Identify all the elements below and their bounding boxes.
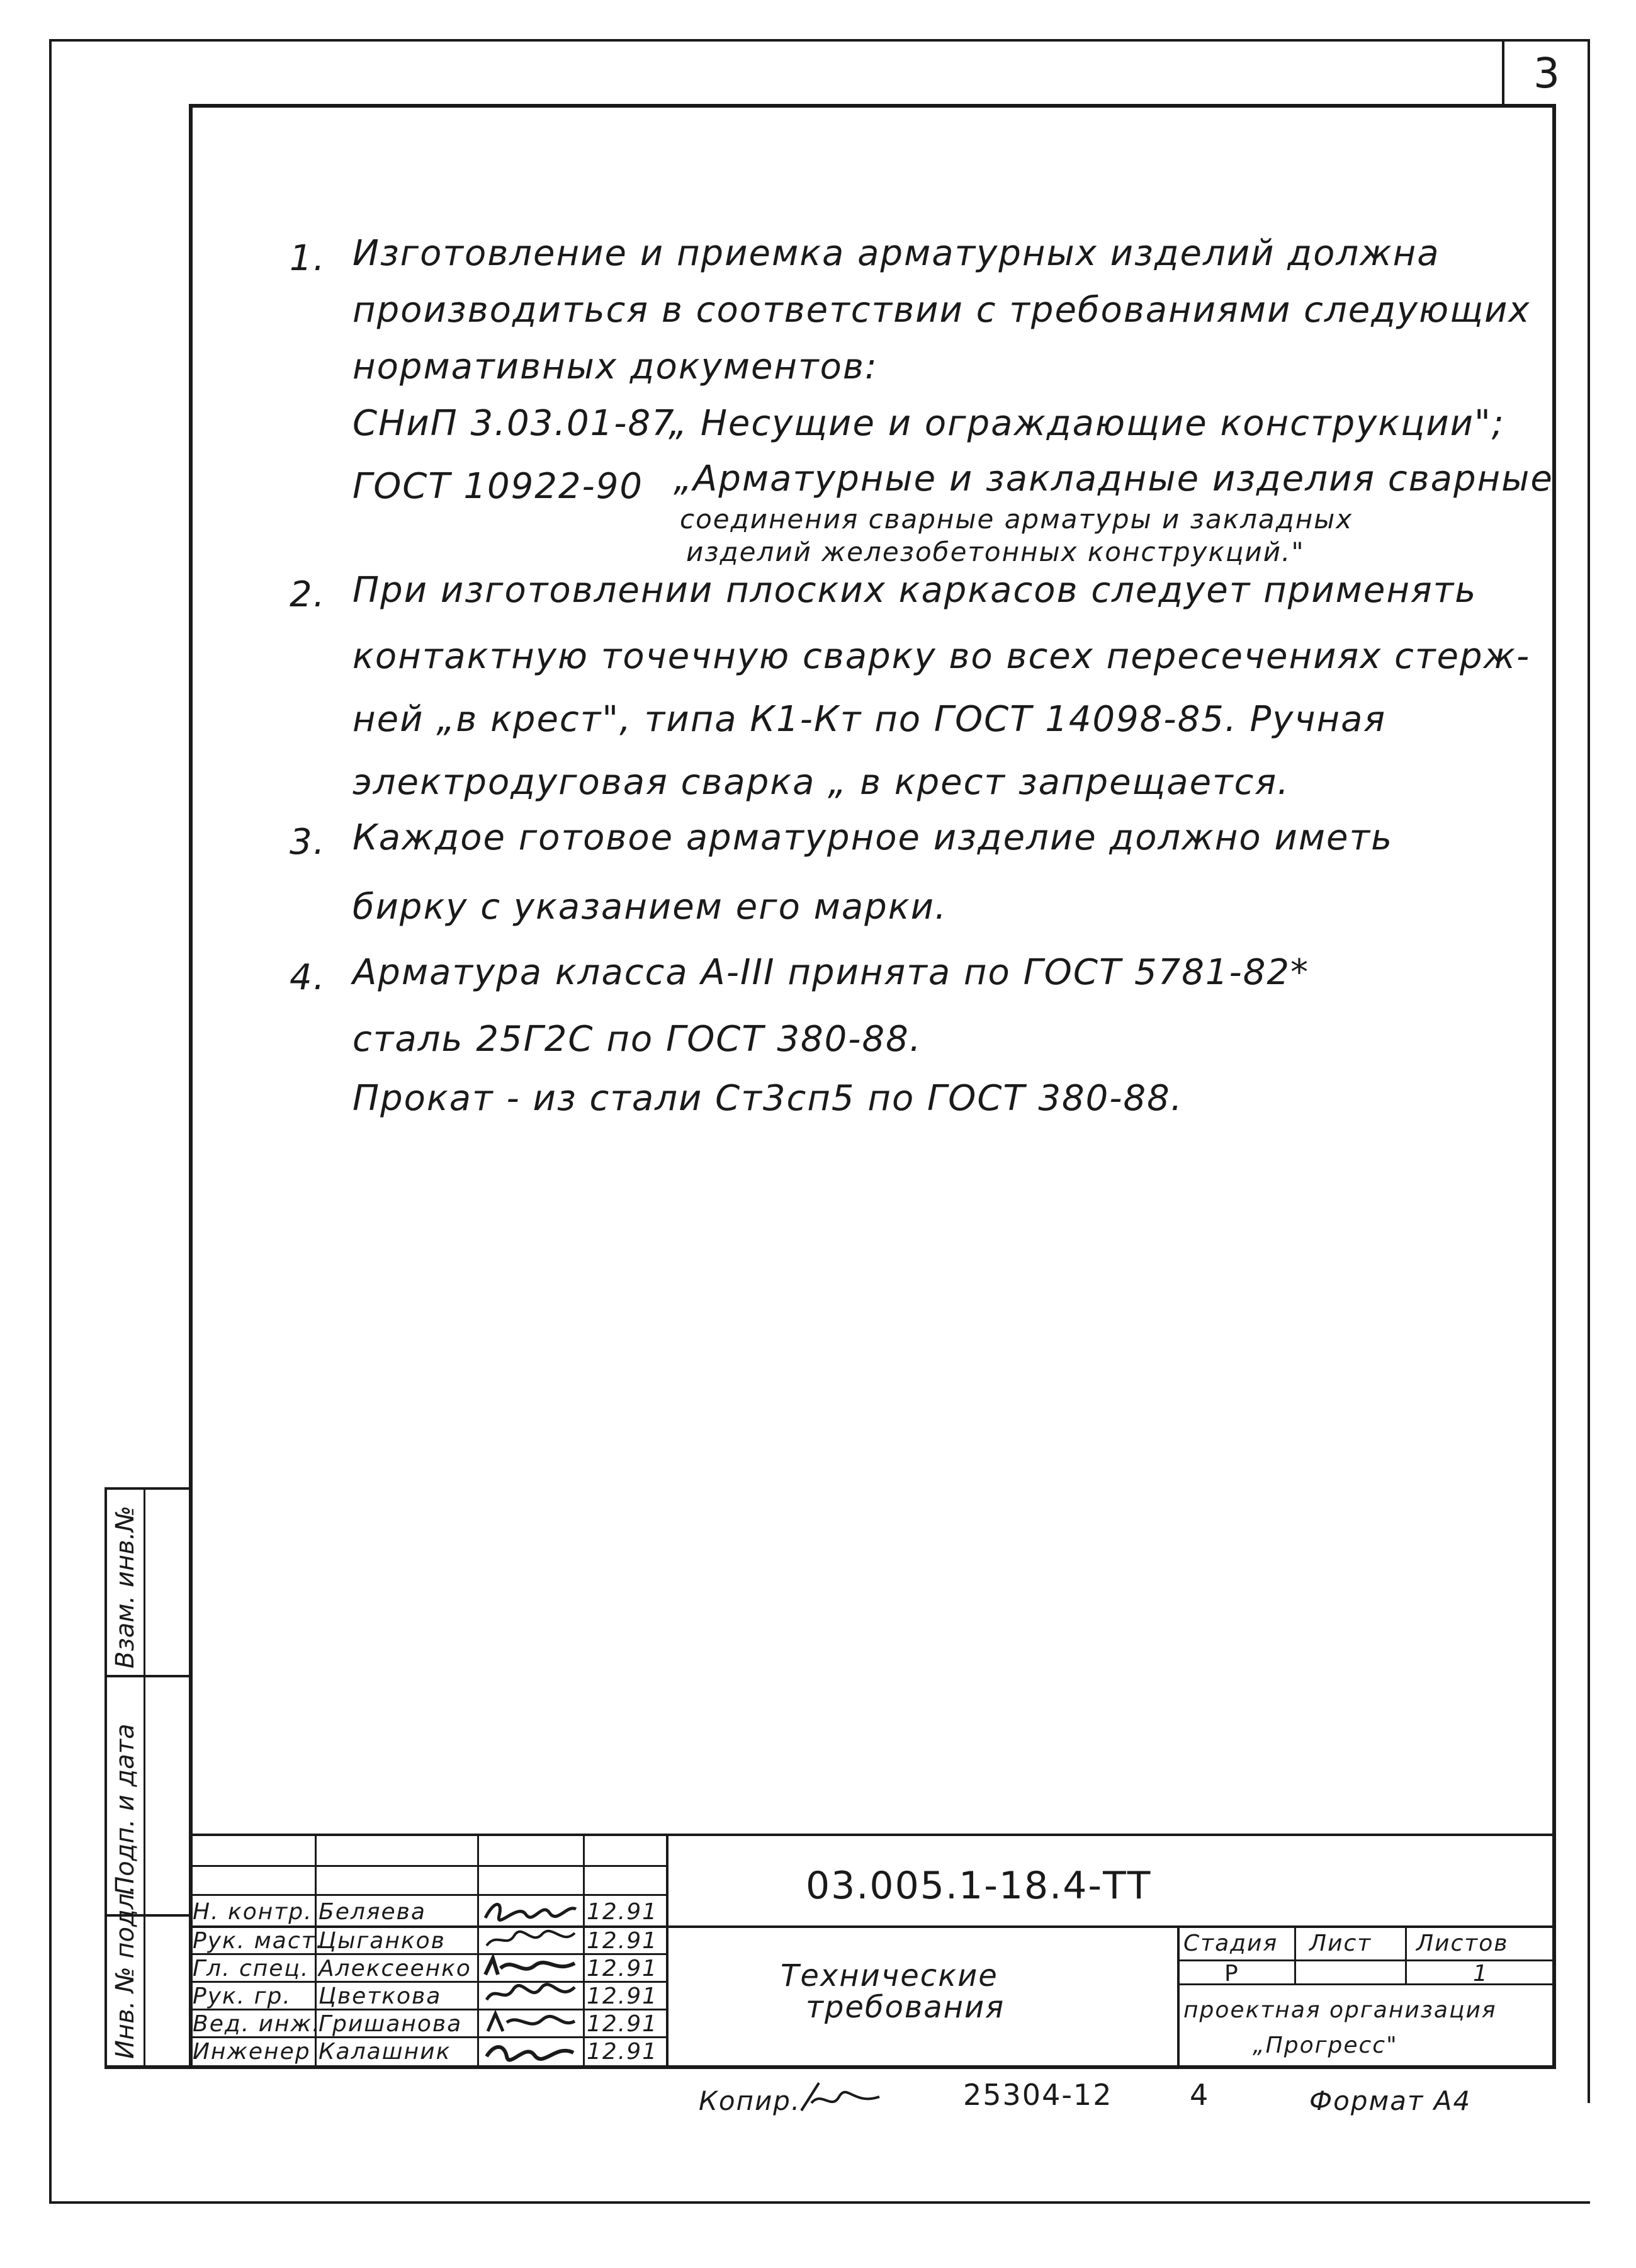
sheets-value: 1 [1473,1961,1489,1987]
side-stamp-div-1 [104,1487,190,1490]
staff-role-3: Рук. гр. [193,1983,291,2009]
item-3-number: 3. [290,822,326,863]
gost-10922-line-2: соединения сварные арматуры и закладных [680,504,1353,535]
tb-row-a [189,1865,667,1867]
item-2-line-2: контактную точечную сварку во всех пересечениях стерж- [353,636,1531,677]
item-4-line-3: Прокат - из стали Ст3сп5 по ГОСТ 380-88. [353,1078,1183,1119]
side-stamp-inv: Инв. № подл. [111,1885,140,2059]
snip-code: СНиП 3.03.01-87 [353,403,675,444]
snip-title: „ Несущие и ограждающие конструкции"; [669,403,1505,444]
gost-10922-line-3: изделий железобетонных конструкций." [686,536,1305,567]
staff-date-2: 12.91 [587,1956,658,1982]
inner-frame-top [189,104,1555,108]
staff-role-5: Инженер [193,2039,311,2065]
org-line-1: проектная организация [1183,1997,1497,2023]
side-stamp-podp: Подп. и дата [111,1723,140,1895]
side-stamp-left [104,1487,107,2068]
staff-name-5: Калашник [319,2039,451,2065]
tb-row-0 [189,1894,667,1896]
staff-date-5: 12.91 [587,2039,658,2065]
copy-signature [796,2078,884,2118]
signature-3 [482,1982,579,2007]
staff-date-1: 12.91 [587,1928,658,1954]
staff-name-1: Цыганков [319,1928,446,1954]
item-1-number: 1. [290,238,326,279]
staff-role-2: Гл. спец. [193,1956,310,1982]
tb-right-col-3 [1405,1925,1407,1983]
frame-bottom [49,2201,1590,2204]
signature-0 [482,1897,579,1924]
doc-code: 03.005.1-18.4-ТТ [806,1864,1152,1908]
item-2-number: 2. [290,574,326,615]
tb-col-2 [477,1834,479,2068]
footer-sheet: 4 [1190,2078,1210,2112]
doc-title-line-1: Технические [781,1958,998,1993]
item-4-line-1: Арматура класса А-III принята по ГОСТ 5781-82* [353,952,1309,993]
item-4-line-2: сталь 25Г2С по ГОСТ 380-88. [353,1019,922,1060]
inner-frame-left [189,104,193,2068]
item-2-line-4: электродуговая сварка „ в крест запрещается. [353,762,1290,803]
staff-name-0: Беляева [319,1899,426,1925]
staff-role-1: Рук. маст. [193,1928,325,1954]
signature-1 [482,1927,579,1952]
staff-name-3: Цветкова [319,1983,442,2009]
item-2-line-3: ней „в крест", типа К1-Кт по ГОСТ 14098-85. Ручная [353,699,1387,740]
item-1-line-2: производиться в соответствии с требованиями следующих [353,290,1531,331]
tb-right-col [1177,1925,1180,2068]
item-1-line-3: нормативных документов: [353,346,878,387]
signature-4 [482,2010,579,2035]
staff-date-3: 12.91 [587,1983,658,2009]
copy-number: 25304-12 [963,2078,1113,2112]
frame-right [1588,39,1590,2103]
staff-role-0: Н. контр. [193,1899,313,1925]
item-3-line-1: Каждое готовое арматурное изделие должно иметь [353,817,1394,858]
side-stamp-inner [144,1487,145,2068]
page-number: 3 [1533,49,1561,98]
side-stamp-div-2 [104,1675,190,1677]
item-2-line-1: При изготовлении плоских каркасов следует применять [353,570,1477,611]
tb-col-3 [583,1834,585,2068]
doc-title-line-2: требования [806,1990,1005,2025]
org-line-2: „Прогресс" [1253,2033,1398,2058]
staff-date-0: 12.91 [587,1899,658,1925]
tb-top [189,1834,1555,1836]
item-3-line-2: бирку с указанием его марки. [353,887,947,927]
tb-right-col-2 [1294,1925,1296,1983]
signature-2 [482,1954,579,1980]
page-number-box-left [1502,39,1504,107]
inner-frame-bottom [104,2065,1556,2069]
gost-10922-line-1: „Арматурные и закладные изделия сварные [674,458,1554,499]
item-4-number: 4. [290,957,326,998]
side-stamp-vzam: Взам. инв.№ [111,1505,140,1669]
stage-value: Р [1224,1961,1239,1987]
signature-5 [482,2038,579,2063]
staff-name-4: Гришанова [319,2011,463,2037]
copy-label: Копир. [699,2085,801,2116]
frame-left [49,39,52,2204]
footer-format: Формат А4 [1309,2085,1472,2116]
frame-top [49,39,1590,42]
inner-frame-right [1552,104,1556,2068]
staff-role-4: Вед. инж. [193,2011,321,2037]
stage-header: Стадия [1183,1931,1278,1956]
sheets-header: Листов [1416,1931,1509,1956]
staff-date-4: 12.91 [587,2011,658,2037]
staff-name-2: Алексеенко [319,1956,471,1982]
item-1-line-1: Изготовление и приемка арматурных изделий должна [353,233,1440,274]
sheet-header: Лист [1309,1931,1372,1956]
gost-10922-code: ГОСТ 10922-90 [353,466,643,507]
tb-col-4 [666,1834,669,2068]
